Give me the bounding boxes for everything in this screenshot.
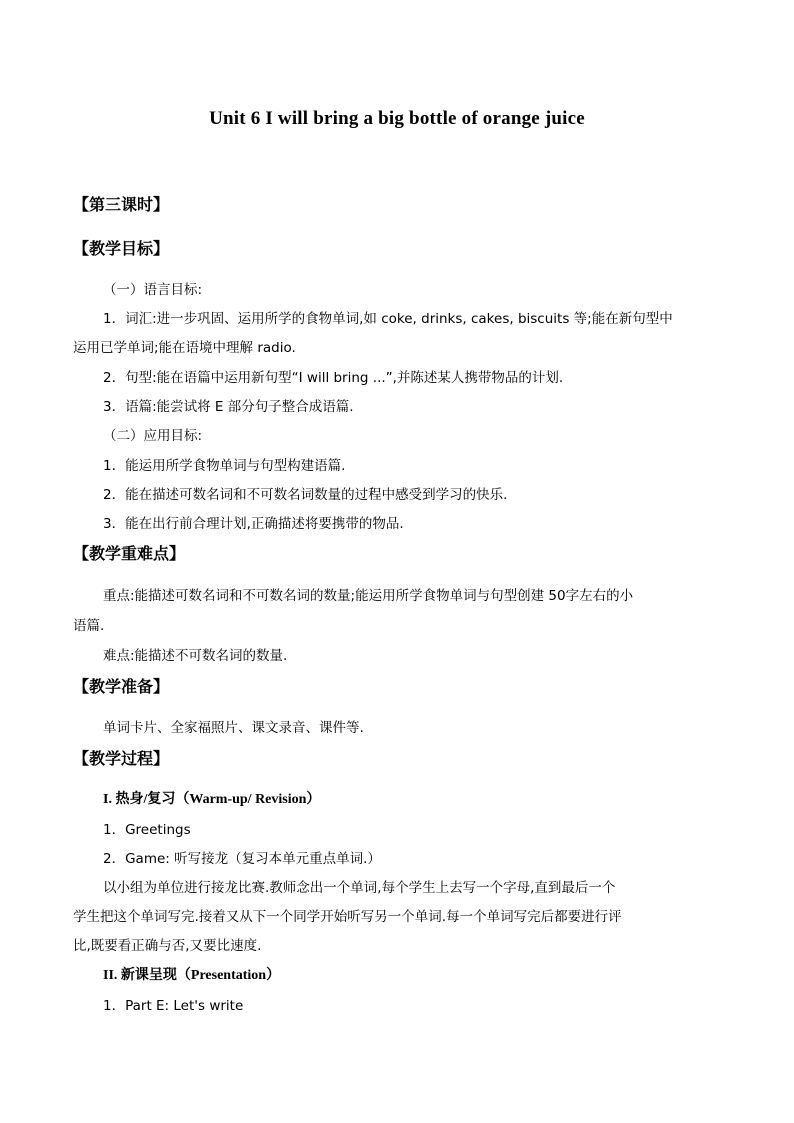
discourse-goal: 3．语篇:能尝试将 E 部分句子整合成语篇.	[103, 399, 354, 415]
key-points-heading: 【教学重难点】	[73, 544, 186, 563]
focus-line-2: 语篇.	[73, 618, 105, 634]
application-item-3: 3．能在出行前合理计划,正确描述将要携带的物品.	[103, 516, 404, 532]
application-goal-label: （二）应用目标:	[103, 428, 203, 444]
step1-title: I. 热身/复习（Warm-up/ Revision）	[103, 792, 321, 807]
process-heading: 【教学过程】	[73, 749, 170, 768]
document-title: Unit 6 I will bring a big bottle of orange juice	[209, 108, 585, 129]
language-goal-label: （一）语言目标:	[103, 282, 203, 298]
step2-title: II. 新课呈现（Presentation）	[103, 968, 281, 983]
step1-item-2: 2．Game: 听写接龙（复习本单元重点单词.）	[103, 851, 381, 867]
step1-desc-line-1: 以小组为单位进行接龙比赛.教师念出一个单词,每个学生上去写一个字母,直到最后一个	[103, 880, 616, 896]
vocab-line-1: 1．词汇:进一步巩固、运用所学的食物单词,如 coke, drinks, cakes, biscuits 等;能在新句型中	[103, 311, 673, 327]
difficulty-line: 难点:能描述不可数名词的数量.	[103, 648, 288, 664]
focus-line-1: 重点:能描述可数名词和不可数名词的数量;能运用所学食物单词与句型创建 50字左右的小	[103, 588, 634, 604]
application-item-1: 1．能运用所学食物单词与句型构建语篇.	[103, 458, 346, 474]
vocab-line-2: 运用已学单词;能在语境中理解 radio.	[73, 340, 296, 356]
step1-desc-line-2: 学生把这个单词写完.接着又从下一个同学开始听写另一个单词.每一个单词写完后都要进行评	[73, 909, 622, 925]
preparation-items: 单词卡片、全家福照片、课文录音、课件等.	[103, 720, 364, 736]
step1-desc-line-3: 比,既要看正确与否,又要比速度.	[73, 938, 262, 954]
step1-item-1: 1．Greetings	[103, 822, 191, 838]
step2-item-1: 1．Part E: Let's write	[103, 998, 244, 1014]
application-item-2: 2．能在描述可数名词和不可数名词数量的过程中感受到学习的快乐.	[103, 487, 508, 503]
preparation-heading: 【教学准备】	[73, 677, 170, 696]
lesson-label: 【第三课时】	[73, 195, 170, 214]
objectives-heading: 【教学目标】	[73, 239, 170, 258]
sentence-goal: 2．句型:能在语篇中运用新句型“I will bring ...”,并陈述某人携带物品的计划.	[103, 370, 564, 386]
